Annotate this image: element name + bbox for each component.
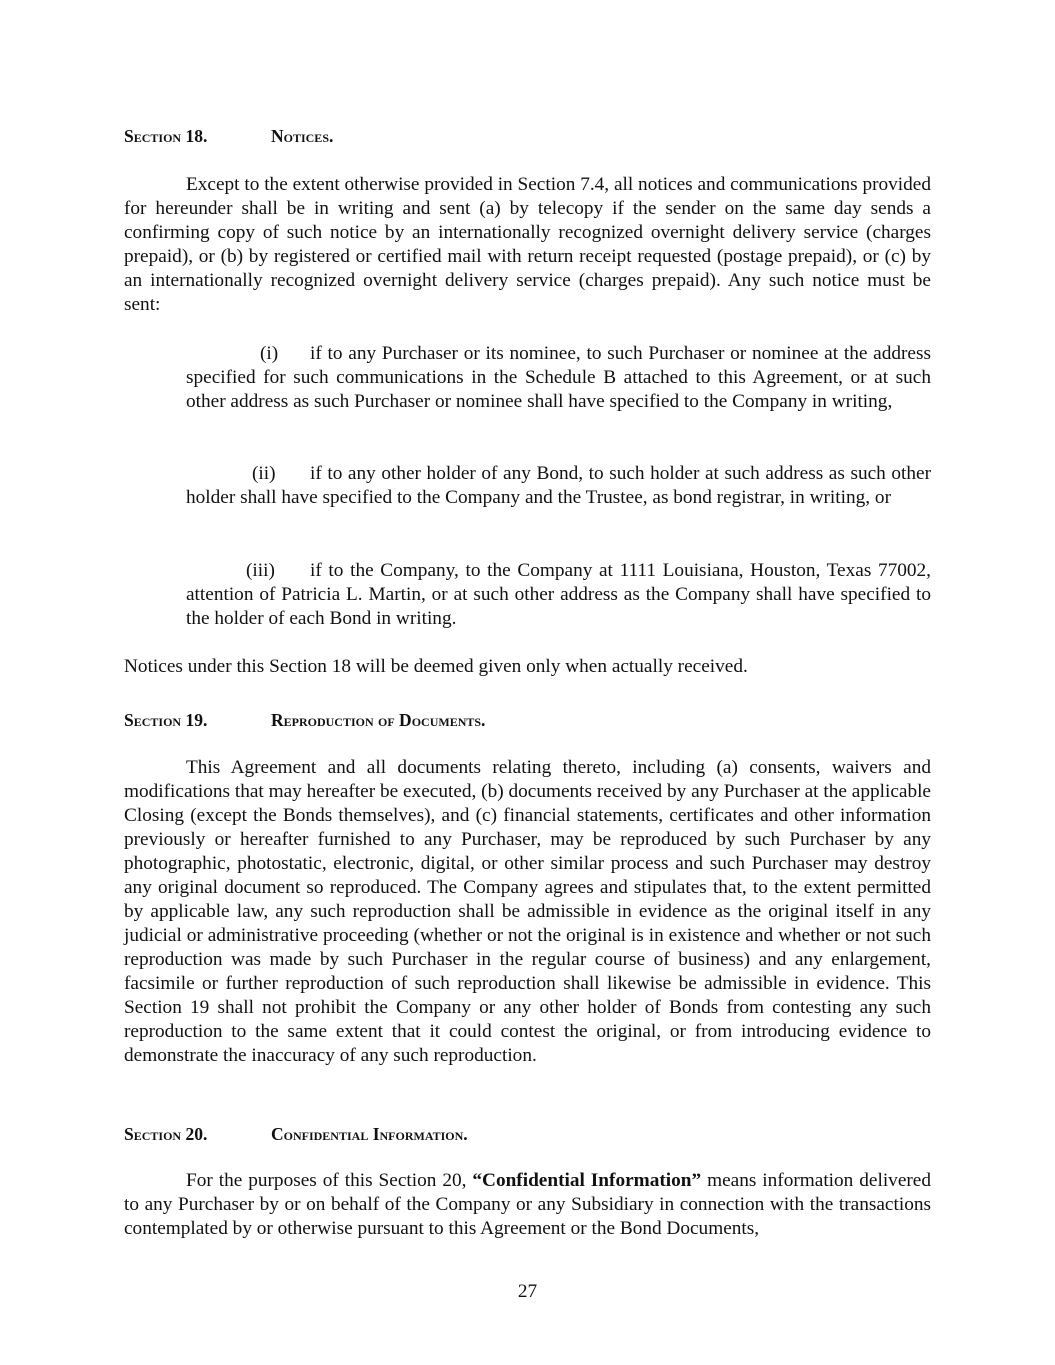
section-18-closing: Notices under this Section 18 will be deemed given only when actually received. xyxy=(124,656,748,677)
section-18-title: Notices xyxy=(271,126,329,146)
section-20-heading xyxy=(124,1122,468,1146)
item-i-text: if to any Purchaser or its nominee, to such Purchaser or nominee at the address specified for such communications in the Schedule B attached to this Agreement, or at such other address as such Purchaser or nominee shall have specified to the Company in writing, xyxy=(186,343,931,412)
section-19-number: Section 19. xyxy=(124,710,208,730)
item-i-label: (i) xyxy=(260,343,279,364)
item-iii-text: if to the Company, to the Company at 1111 Louisiana, Houston, Texas 77002, attention of Patricia L. Martin, or at such other address as the Company shall have specified to the holder of each Bond in writing. xyxy=(186,560,931,629)
section-19-heading xyxy=(124,708,485,732)
confidential-information-term: “Confidential Information” xyxy=(472,1170,702,1191)
item-ii-label: (ii) xyxy=(252,463,276,484)
section-19-title-suffix: . xyxy=(481,710,486,730)
section-20-title: Confidential Information xyxy=(271,1124,464,1144)
section-18-paragraph: Except to the extent otherwise provided in Section 7.4, all notices and communications provided for hereunder shall be in writing and sent (a) by telecopy if the sender on the same day sends a confirming copy of such notice by an internationally recognized overnight delivery service (charges prepaid), or (b) by registered or certified mail with return receipt requested (postage prepaid), or (c) by an internationally recognized overnight delivery service (charges prepaid). Any such notice must be sent: xyxy=(124,174,931,315)
section-18-item-iii xyxy=(186,559,931,631)
section-18-heading xyxy=(124,124,333,148)
section-20-number: Section 20. xyxy=(124,1124,208,1144)
section-18-title-suffix: . xyxy=(329,126,334,146)
section-20-text-after: means information delivered to any Purchaser by or on behalf of the Company or any Subsidiary in connection with the transactions contemplated by or otherwise pursuant to this Agreement or the Bond Documents, xyxy=(124,1170,931,1239)
section-20-paragraph xyxy=(124,1169,931,1241)
page-number: 27 xyxy=(517,1281,538,1302)
section-20-text-before: For the purposes of this Section 20, xyxy=(186,1170,473,1191)
section-18-item-i xyxy=(186,342,931,414)
section-19-title: Reproduction of Documents xyxy=(271,710,482,730)
section-20-title-suffix: . xyxy=(463,1124,468,1144)
item-ii-text: if to any other holder of any Bond, to such holder at such address as such other holder shall have specified to the Company and the Trustee, as bond registrar, in writing, or xyxy=(186,463,931,508)
item-iii-label: (iii) xyxy=(246,560,275,581)
section-18-item-ii xyxy=(186,462,931,510)
section-18-number: Section 18. xyxy=(124,126,208,146)
section-19-paragraph: This Agreement and all documents relating thereto, including (a) consents, waivers and modifications that may hereafter be executed, (b) documents received by any Purchaser at the applicable Closing (except the Bonds themselves), and (c) financial statements, certificates and other information previously or hereafter furnished to any Purchaser, may be reproduced by such Purchaser by any photographic, photostatic, electronic, digital, or other similar process and such Purchaser may destroy any original document so reproduced. The Company agrees and stipulates that, to the extent permitted by applicable law, any such reproduction shall be admissible in evidence as the original itself in any judicial or administrative proceeding (whether or not the original is in existence and whether or not such reproduction was made by such Purchaser in the regular course of business) and any enlargement, facsimile or further reproduction of such reproduction shall likewise be admissible in evidence. This Section 19 shall not prohibit the Company or any other holder of Bonds from contesting any such reproduction to the same extent that it could contest the original, or from introducing evidence to demonstrate the inaccuracy of any such reproduction. xyxy=(124,757,931,1066)
